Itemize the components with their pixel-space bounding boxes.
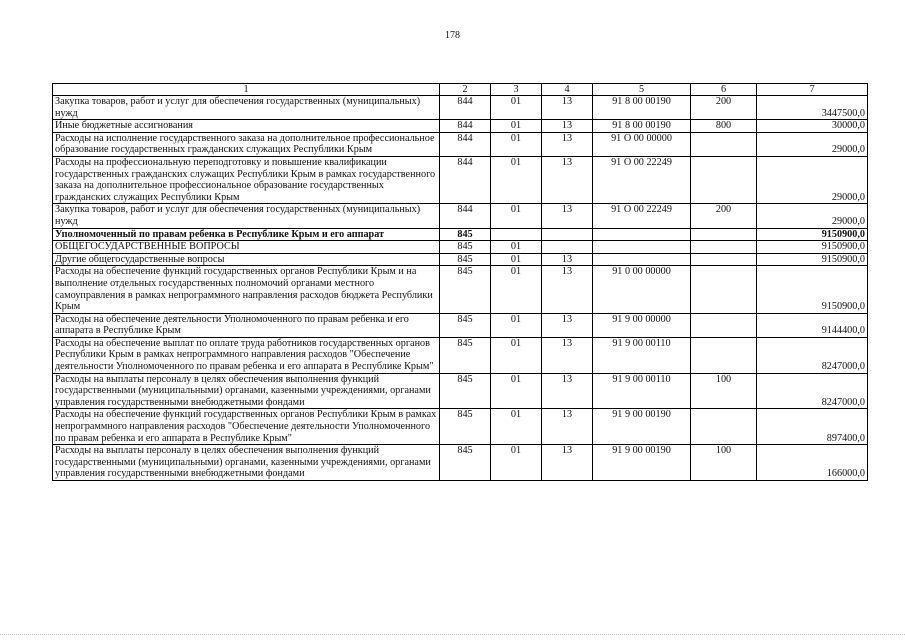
expense-type-cell: 200 [691,204,757,228]
table-row [53,132,868,156]
row-name-cell: Расходы на выплаты персоналу в целях обеспечения выполнения функций государственными (муниципальными) органами, казенными учреждениями, органами управления государственными внебюджетными фондами [53,373,440,409]
row-name-cell: Уполномоченный по правам ребенка в Республике Крым и его аппарат [53,228,440,241]
department-code-cell: 845 [440,266,491,313]
scan-edge-line [0,634,905,636]
department-code-cell: 844 [440,132,491,156]
target-article-cell [593,228,691,241]
expense-type-cell: 100 [691,373,757,409]
section-code-cell: 01 [491,132,542,156]
expense-type-cell [691,313,757,337]
column-header: 2 [440,84,491,96]
row-name-cell: Расходы на выплаты персоналу в целях обеспечения выполнения функций государственными (муниципальными) органами, казенными учреждениями, органами управления государственными внебюджетными фондами [53,445,440,481]
department-code-cell: 845 [440,337,491,373]
section-code-cell: 01 [491,313,542,337]
target-article-cell: 91 9 00 00110 [593,373,691,409]
amount-cell: 29000,0 [757,132,868,156]
subsection-code-cell: 13 [542,96,593,120]
target-article-cell [593,253,691,266]
row-name-cell: Расходы на профессиональную переподготовку и повышение квалификации государственных гражданских служащих Республики Крым в рамках государственного заказа на дополнительное профессиональное образование государственных гражданских служащих Республики Крым [53,156,440,203]
subsection-code-cell: 13 [542,120,593,133]
department-code-cell: 845 [440,313,491,337]
table-row [53,266,868,313]
department-code-cell: 845 [440,241,491,254]
subsection-code-cell: 13 [542,445,593,481]
department-code-cell: 844 [440,96,491,120]
section-code-cell: 01 [491,204,542,228]
row-name-cell: Иные бюджетные ассигнования [53,120,440,133]
table-row [53,120,868,133]
section-code-cell: 01 [491,120,542,133]
section-code-cell: 01 [491,337,542,373]
subsection-code-cell [542,228,593,241]
expense-type-cell [691,253,757,266]
section-code-cell: 01 [491,445,542,481]
row-name-cell: Другие общегосударственные вопросы [53,253,440,266]
section-code-cell: 01 [491,266,542,313]
department-code-cell: 844 [440,156,491,203]
table-row [53,156,868,203]
column-header: 6 [691,84,757,96]
section-code-cell: 01 [491,373,542,409]
subsection-code-cell: 13 [542,337,593,373]
table-row [53,409,868,445]
target-article-cell: 91 8 00 00190 [593,120,691,133]
subsection-code-cell: 13 [542,313,593,337]
expense-type-cell [691,156,757,203]
target-article-cell: 91 0 00 00000 [593,266,691,313]
expense-type-cell [691,228,757,241]
amount-cell: 8247000,0 [757,373,868,409]
department-code-cell: 844 [440,120,491,133]
amount-cell: 166000,0 [757,445,868,481]
subsection-code-cell [542,241,593,254]
section-code-cell: 01 [491,241,542,254]
column-header: 1 [53,84,440,96]
amount-cell: 30000,0 [757,120,868,133]
section-code-cell: 01 [491,409,542,445]
expense-type-cell: 800 [691,120,757,133]
table-row [53,253,868,266]
subsection-code-cell: 13 [542,409,593,445]
subsection-code-cell: 13 [542,266,593,313]
row-name-cell: Расходы на обеспечение деятельности Уполномоченного по правам ребенка и его аппарата в Республике Крым [53,313,440,337]
row-name-cell: Расходы на обеспечение функций государственных органов Республики Крым и на выполнение отдельных государственных полномочий органами местного самоуправления в рамках непрограммного направления расходов бюджета Республики Крым [53,266,440,313]
table-row [53,96,868,120]
table-header-row [53,84,868,96]
column-header: 3 [491,84,542,96]
table-row [53,313,868,337]
subsection-code-cell: 13 [542,253,593,266]
table-row [53,373,868,409]
column-header: 7 [757,84,868,96]
budget-table [52,83,868,481]
target-article-cell: 91 8 00 00190 [593,96,691,120]
amount-cell: 8247000,0 [757,337,868,373]
row-name-cell: Расходы на исполнение государственного заказа на дополнительное профессиональное образование государственных гражданских служащих Республики Крым [53,132,440,156]
expense-type-cell [691,241,757,254]
table-row [53,241,868,254]
department-code-cell: 845 [440,409,491,445]
section-code-cell: 01 [491,96,542,120]
target-article-cell: 91 9 00 00110 [593,337,691,373]
table-row [53,204,868,228]
amount-cell: 29000,0 [757,156,868,203]
department-code-cell: 845 [440,373,491,409]
target-article-cell: 91 О 00 22249 [593,156,691,203]
expense-type-cell: 100 [691,445,757,481]
table-row [53,228,868,241]
row-name-cell: Расходы на обеспечение функций государственных органов Республики Крым в рамках непрограммного направления расходов "Обеспечение деятельности Уполномоченного по правам ребенка и его аппарата в Республике Крым" [53,409,440,445]
column-header: 4 [542,84,593,96]
target-article-cell: 91 9 00 00000 [593,313,691,337]
target-article-cell: 91 9 00 00190 [593,409,691,445]
page-number: 178 [445,30,460,41]
department-code-cell: 845 [440,253,491,266]
subsection-code-cell: 13 [542,132,593,156]
row-name-cell: Закупка товаров, работ и услуг для обеспечения государственных (муниципальных) нужд [53,96,440,120]
target-article-cell: 91 О 00 00000 [593,132,691,156]
target-article-cell: 91 9 00 00190 [593,445,691,481]
department-code-cell: 844 [440,204,491,228]
amount-cell: 29000,0 [757,204,868,228]
expense-type-cell: 200 [691,96,757,120]
amount-cell: 9150900,0 [757,241,868,254]
section-code-cell: 01 [491,253,542,266]
amount-cell: 9144400,0 [757,313,868,337]
target-article-cell: 91 О 00 22249 [593,204,691,228]
amount-cell: 9150900,0 [757,253,868,266]
expense-type-cell [691,337,757,373]
subsection-code-cell: 13 [542,373,593,409]
amount-cell: 3447500,0 [757,96,868,120]
department-code-cell: 845 [440,228,491,241]
department-code-cell: 845 [440,445,491,481]
table-row [53,337,868,373]
subsection-code-cell: 13 [542,156,593,203]
expense-type-cell [691,132,757,156]
subsection-code-cell: 13 [542,204,593,228]
section-code-cell [491,228,542,241]
row-name-cell: Закупка товаров, работ и услуг для обеспечения государственных (муниципальных) нужд [53,204,440,228]
amount-cell: 897400,0 [757,409,868,445]
amount-cell: 9150900,0 [757,266,868,313]
row-name-cell: ОБЩЕГОСУДАРСТВЕННЫЕ ВОПРОСЫ [53,241,440,254]
column-header: 5 [593,84,691,96]
expense-type-cell [691,409,757,445]
table-row [53,445,868,481]
row-name-cell: Расходы на обеспечение выплат по оплате труда работников государственных органов Республики Крым в рамках непрограммного направления расходов "Обеспечение деятельности Уполномоченного по правам ребенка и его аппарата в Республике Крым" [53,337,440,373]
section-code-cell: 01 [491,156,542,203]
target-article-cell [593,241,691,254]
amount-cell: 9150900,0 [757,228,868,241]
expense-type-cell [691,266,757,313]
